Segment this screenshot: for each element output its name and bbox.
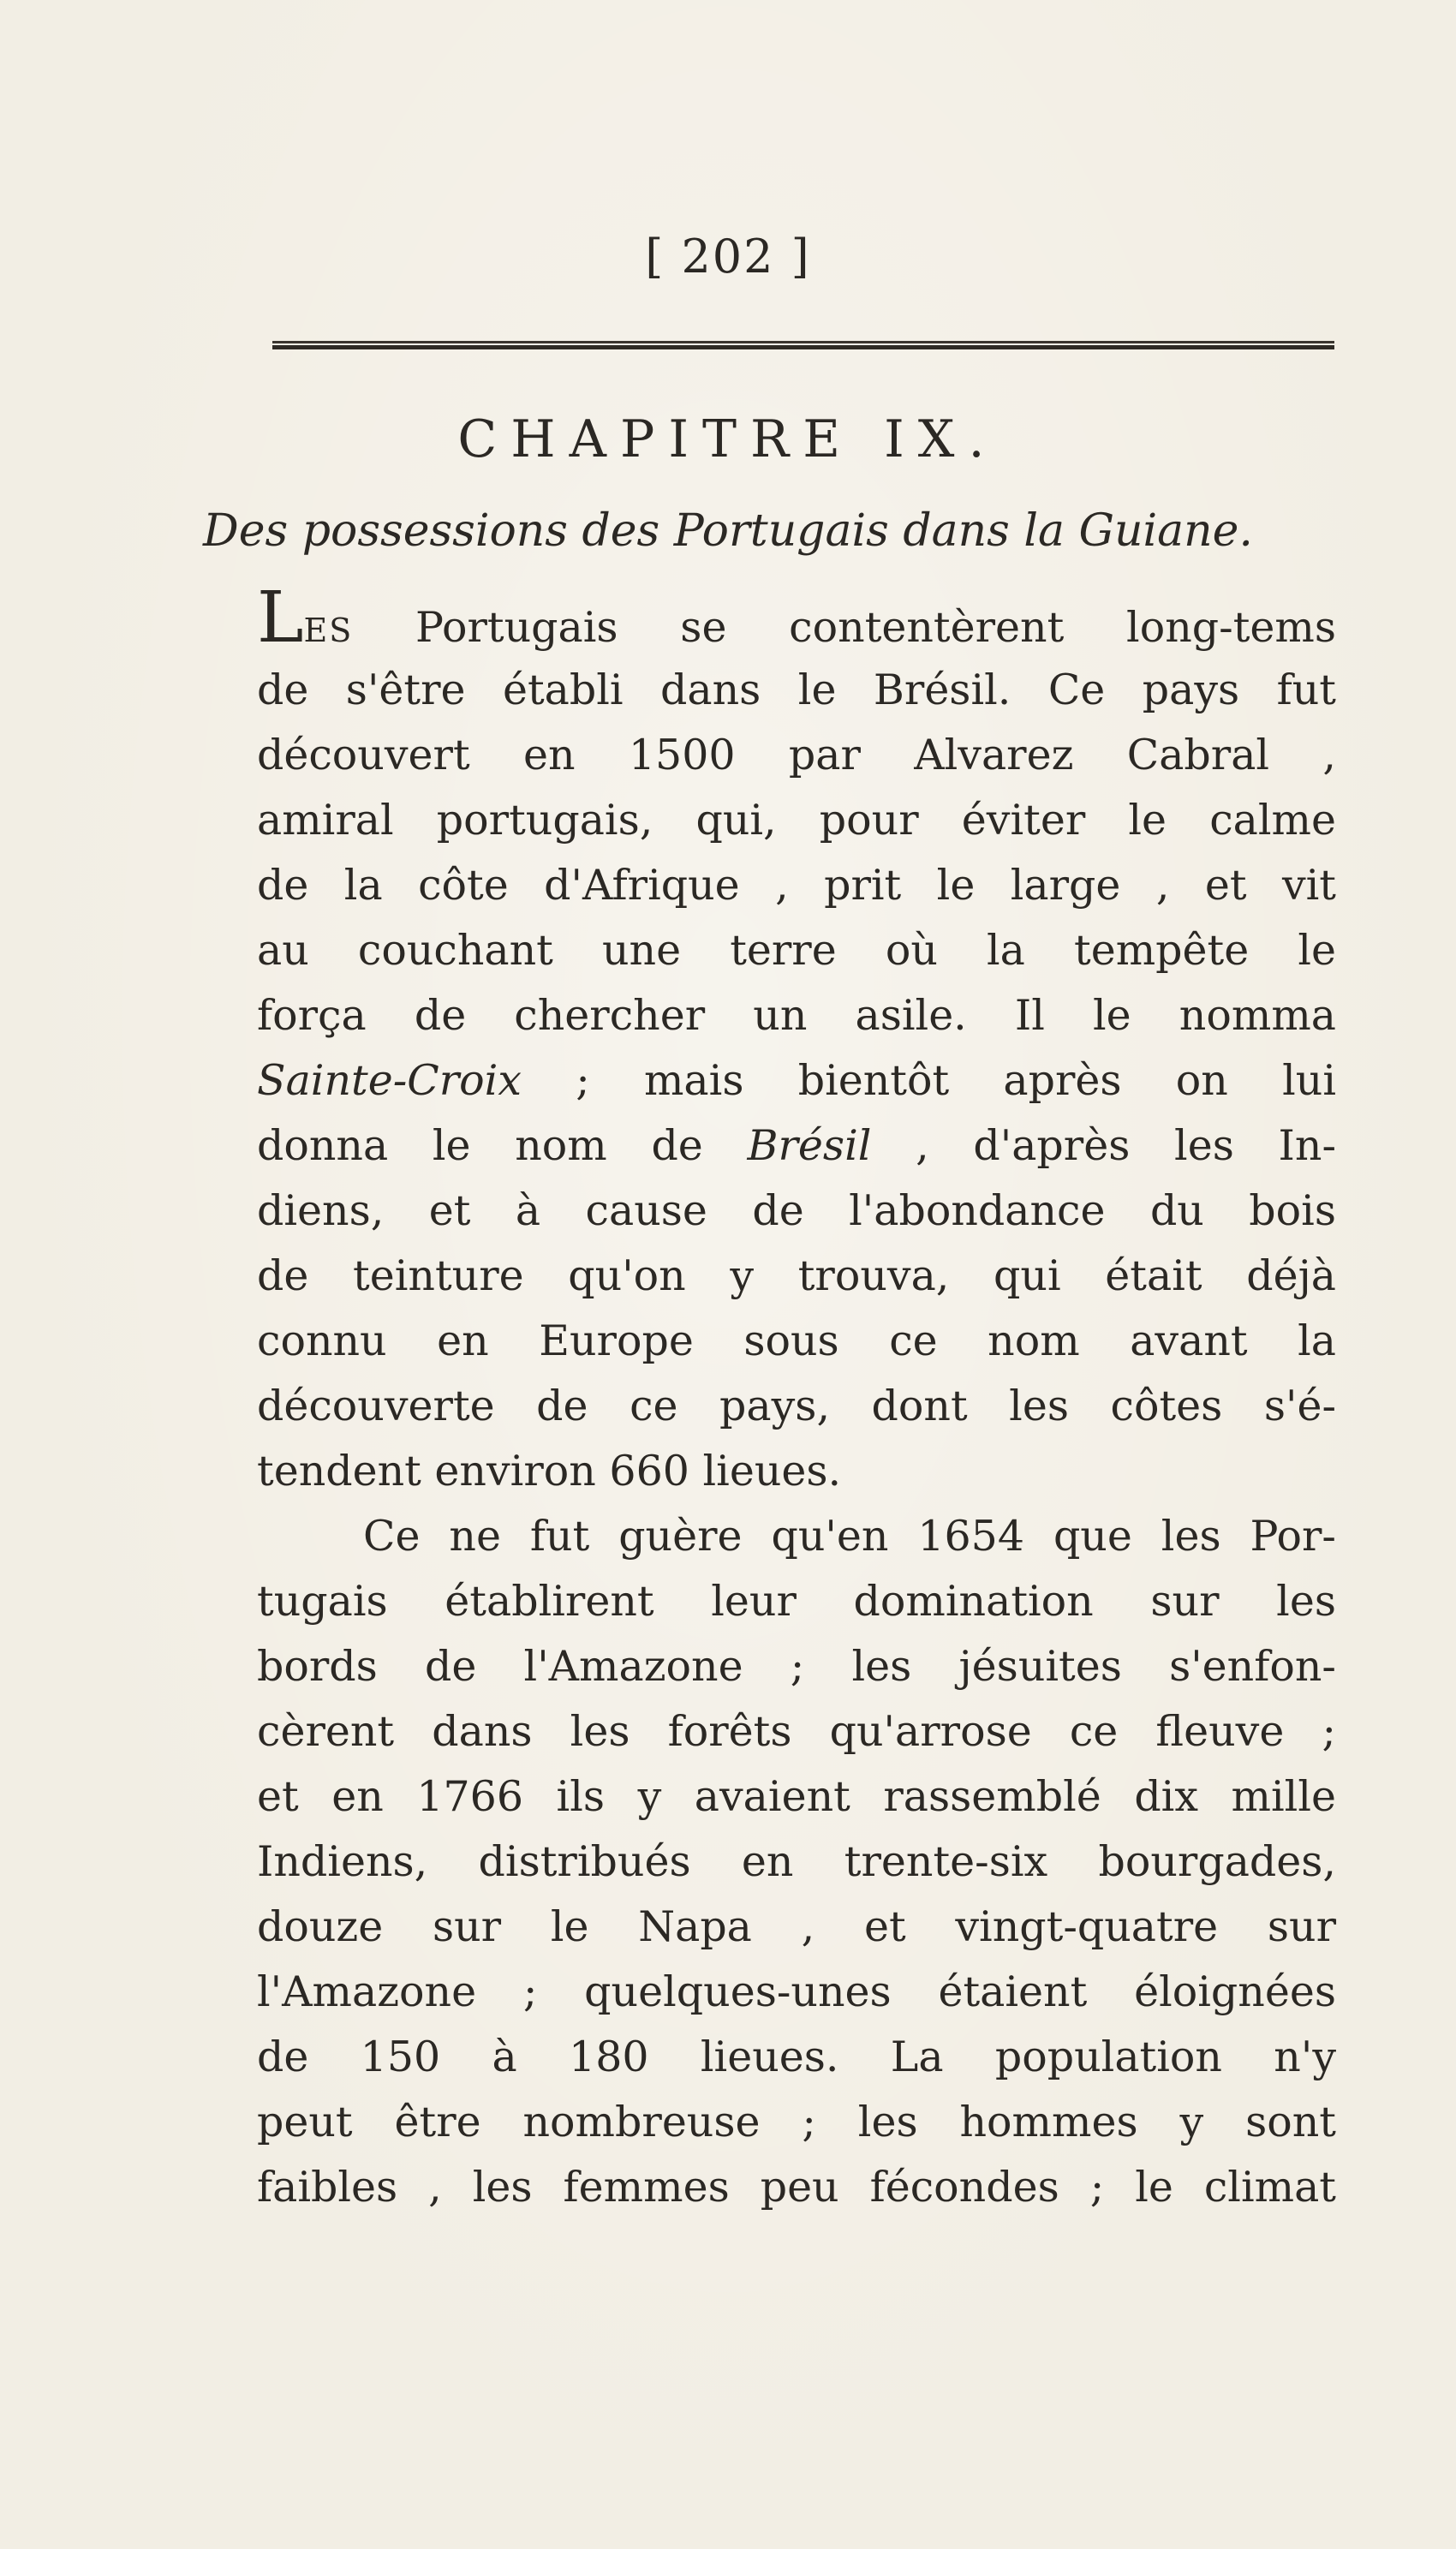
text-line: de s'être établi dans le Brésil. Ce pays fut (257, 666, 1336, 714)
page-number: [ 202 ] (645, 230, 811, 284)
header-rule-thick-line (272, 345, 1334, 349)
text-line: l'Amazone ; quelques-unes étaient éloignées (257, 1967, 1336, 2016)
text-line: de la côte d'Afrique , prit le large , et vit (257, 861, 1336, 910)
chapter-title: CHAPITRE IX. (457, 409, 999, 469)
text-line: força de chercher un asile. Il le nomma (257, 991, 1336, 1040)
line-text: Portugais se contentèrent long-tems (353, 603, 1336, 652)
text-line (257, 1048, 1336, 1113)
text-line: découvert en 1500 par Alvarez Cabral , (257, 731, 1336, 779)
line-text: ; mais bientôt après on lui (521, 1056, 1336, 1105)
text-line: tugais établirent leur domination sur les (257, 1577, 1336, 1626)
line-text: , d'après les In- (871, 1121, 1337, 1170)
text-line: faibles , les femmes peu fécondes ; le climat (257, 2163, 1336, 2212)
italic-text: Sainte-Croix (257, 1056, 522, 1105)
text-line: Indiens, distribués en trente-six bourgades, (257, 1837, 1336, 1886)
header-rule-thin-line (272, 341, 1334, 343)
italic-text: Brésil (747, 1121, 872, 1170)
chapter-subtitle: Des possessions des Portugais dans la Guiane. (203, 505, 1253, 557)
text-line: au couchant une terre où la tempête le (257, 926, 1336, 975)
text-line: bords de l'Amazone ; les jésuites s'enfon- (257, 1642, 1336, 1691)
text-line: découverte de ce pays, dont les côtes s'é- (257, 1382, 1336, 1430)
drop-cap: L (257, 577, 304, 659)
text-line: de 150 à 180 lieues. La population n'y (257, 2033, 1336, 2081)
text-line: diens, et à cause de l'abondance du bois (257, 1186, 1336, 1235)
text-line: connu en Europe sous ce nom avant la (257, 1316, 1336, 1365)
text-line: peut être nombreuse ; les hommes y sont (257, 2098, 1336, 2146)
body-text (257, 577, 1337, 2220)
text-line (257, 1113, 1336, 1179)
header-rule (272, 341, 1334, 349)
text-line: et en 1766 ils y avaient rassemblé dix mille (257, 1772, 1336, 1821)
text-line: douze sur le Napa , et vingt-quatre sur (257, 1902, 1336, 1951)
text-line (257, 577, 1336, 659)
text-line: de teinture qu'on y trouva, qui était déjà (257, 1251, 1336, 1300)
line-text: donna le nom de (257, 1121, 748, 1170)
text-line: cèrent dans les forêts qu'arrose ce fleuve ; (257, 1707, 1336, 1756)
text-line: tendent environ 660 lieues. (257, 1447, 842, 1495)
small-caps-text: ES (303, 612, 354, 649)
text-line: amiral portugais, qui, pour éviter le calme (257, 796, 1336, 845)
text-line: Ce ne fut guère qu'en 1654 que les Por- (363, 1512, 1336, 1561)
